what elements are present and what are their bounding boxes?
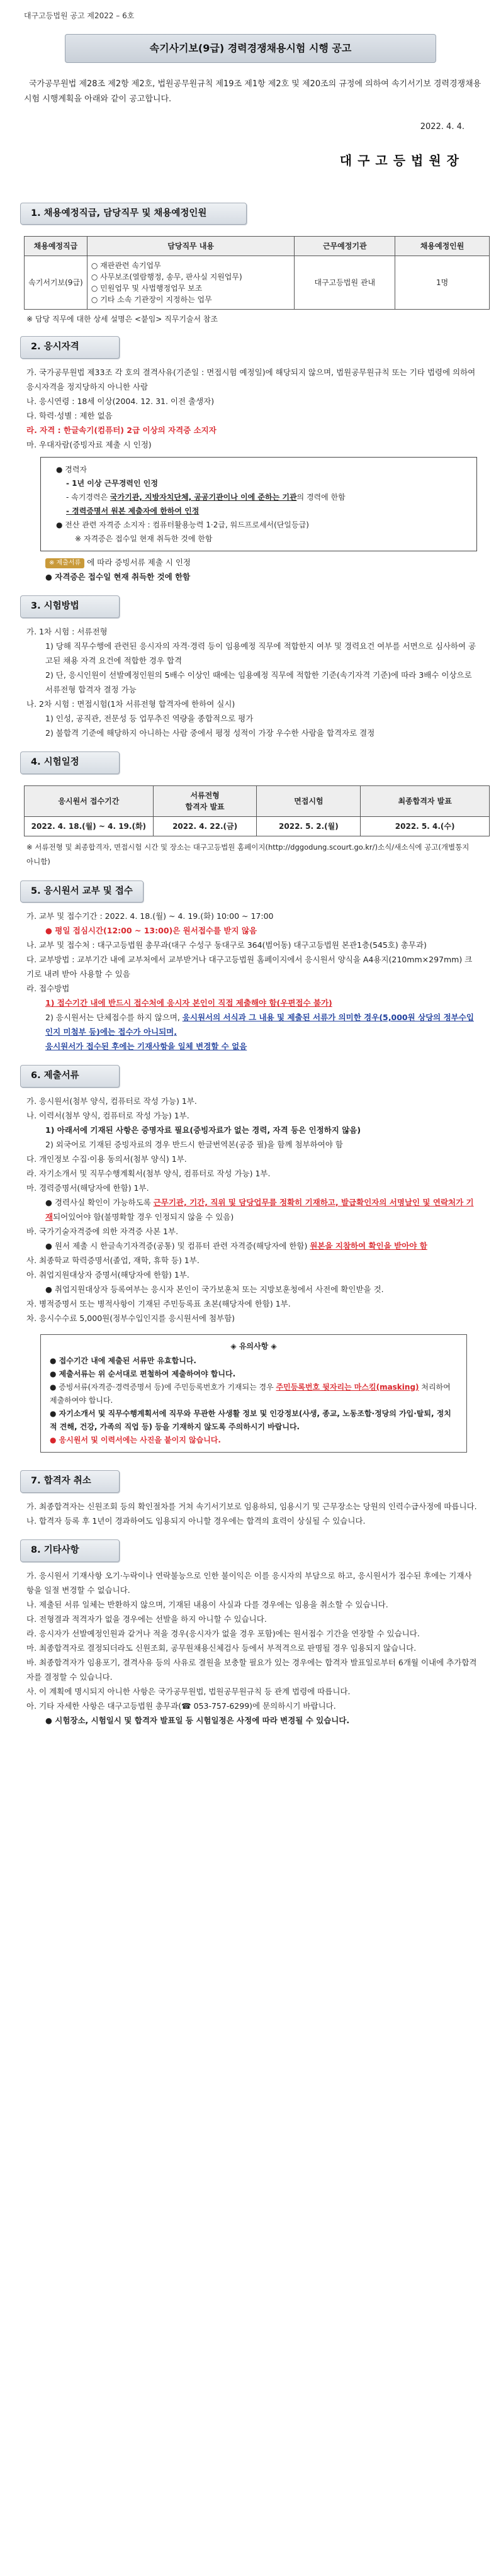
doc-line: 라. 자기소개서 및 직무수행계획서(첨부 양식, 컴퓨터로 작성 가능) 1부. (26, 1169, 271, 1178)
apply-line: 다. 교부방법 : 교부기간 내에 교부처에서 교부받거나 대구고등법원 홈페이지에서 응시원서 양식을 A4용지(210mm×297mm) 크기로 내려 받아 사용할 수 있음 (26, 955, 473, 979)
apply-line: 가. 교부 및 접수기간 : 2022. 4. 18.(월) ~ 4. 19.(화) 10:00 ~ 17:00 (26, 911, 274, 921)
apply-sub-line: 응시원서가 접수된 후에는 기재사항을 일체 변경할 수 없음 (45, 1042, 247, 1052)
apply-warning: ● 평일 접심시간(12:00 ~ 13:00)은 원서접수를 받지 않음 (45, 926, 257, 936)
qual-line: 마. 우대자람(증빙자료 제출 시 인정) (26, 440, 152, 449)
duty-item: ○ 기타 소속 기관장이 지정하는 업무 (91, 295, 212, 305)
schedule-header: 응시원서 접수기간 (25, 785, 154, 816)
caution-item: ● 제출서류는 위 순서대로 편철하여 제출하여야 합니다. (50, 1370, 236, 1378)
section-3-heading: 3. 시험방법 (20, 595, 120, 618)
notice-number: 대구고등법원 공고 제2022 – 6호 (24, 11, 135, 20)
caution-item: ● 응시원서 및 이력서에는 사진을 붙이지 않습니다. (50, 1436, 221, 1444)
cancel-line: 가. 최종합격자는 신원조회 등의 확인절차를 거쳐 속기서기보로 임용하되, 임용시기 및 근무장소는 당원의 인력수급사정에 따릅니다. (26, 1501, 477, 1511)
section-1-heading: 1. 채용예정직급, 담당직무 및 채용예정인원 (20, 203, 247, 225)
method-sub-line: 2) 단, 응시인원이 선발예정인원의 5배수 이상인 때에는 임용예정 직무에 적합한 기준(속기자격 기준)에 따라 3배수 이상으로 서류전형 합격자 결정 가능 (45, 670, 472, 694)
recruitment-table-row (25, 256, 490, 310)
section-4-heading: 4. 시험일정 (20, 751, 120, 774)
cancel-line: 나. 합격자 등록 후 1년이 경과하여도 임용되지 아니할 경우에는 합격의 효력이 상실될 수 있습니다. (26, 1516, 366, 1526)
section-7-heading: 7. 합격자 취소 (20, 1470, 120, 1493)
misc-line: 가. 응시원서 기재사항 오기·누락이나 연락불능으로 인한 불이익은 이를 응시자의 부담으로 하고, 응시원서가 접수된 후에는 기재사항을 일절 변경할 수 없습니다. (26, 1570, 472, 1595)
header-count: 채용예정인원 (395, 237, 490, 256)
doc-line: 다. 개인정보 수집·이용 동의서(첨부 양식) 1부. (26, 1154, 187, 1164)
recruitment-table-header (25, 237, 490, 256)
method-line: 나. 2차 시험 : 면접시험(1차 서류전형 합격자에 한하여 실시) (26, 699, 235, 709)
preference-box: ● 경력자 - 1년 이상 근무경력인 인정 - 속기경력은 국가기관, 지방자치단체, 공공기관이나 이에 준하는 기관의 경력에 한함 - 경력증명서 원본 제출자에 한하여 인정 ● 전산 관련 자격증 소지자 : 컴퓨터활용능력 1·2급, 워드프로세서(단일등급) ※ 자격증은 접수일 현재 취득한 것에 한함 (40, 457, 477, 551)
qual-line: 나. 응시연령 : 18세 이상(2004. 12. 31. 이전 출생자) (26, 397, 215, 406)
duty-item: ○ 사무보조(열람행정, 송무, 판사실 지원업무) (91, 273, 242, 282)
apply-line: 나. 교부 및 접수처 : 대구고등법원 총무과(대구 수성구 동대구로 364(범어동) 대구고등법원 본관1층(545호) 총무과) (26, 940, 427, 950)
doc-line: 나. 이력서(첨부 양식, 컴퓨터로 작성 가능) 1부. (26, 1111, 189, 1120)
schedule-cell: 2022. 5. 2.(월) (257, 816, 361, 836)
doc-line: 사. 최종학교 학력증명서(졸업, 재학, 휴학 등) 1부. (26, 1256, 200, 1265)
method-sub-line: 1) 당해 직무수행에 관련된 응시자의 자격·경력 등이 임용예정 직무에 적합한지 여부 및 경력요건 여부를 서면으로 심사하여 공고된 채용 자격 요건에 적합한 경우 합격 (45, 641, 476, 665)
schedule-header-row (25, 785, 490, 816)
doc-line: 자. 병적증명서 또는 병적사항이 기재된 주민등록표 초본(해당자에 한함) 1부. (26, 1299, 291, 1308)
schedule-table (24, 785, 490, 836)
section-5-heading: 5. 응시원서 교부 및 접수 (20, 880, 144, 903)
doc-line: 가. 응시원서(첨부 양식, 컴퓨터로 작성 가능) 1부. (26, 1096, 197, 1106)
section-6-heading: 6. 제출서류 (20, 1065, 120, 1088)
schedule-note: ※ 서류전형 및 최종합격자, 면접시험 시간 및 장소는 대구고등법원 홈페이지(http://dggodung.scourt.go.kr/)소식/새소식에 공고(개별통지 아니함) (26, 842, 470, 866)
intro-paragraph: 국가공무원법 제28조 제2항 제2호, 법원공무원규칙 제19조 제1항 제2호 및 제20조의 규정에 의하여 속기서기보 경력경쟁채용시험 시행계획을 아래와 같이 공고합니다. (24, 79, 481, 104)
cell-duties (87, 256, 295, 310)
doc-line: 마. 경력증명서(해당자에 한함) 1부. (26, 1183, 149, 1193)
method-line: 가. 1차 시험 : 서류전형 (26, 626, 108, 636)
schedule-cell: 2022. 5. 4.(수) (361, 816, 490, 836)
pref-sub-item: - 경력증명서 원본 제출자에 한하여 인정 (66, 507, 200, 515)
cell-grade: 속기서기보(9급) (25, 256, 87, 310)
doc-sub-line: ● 경력사실 확인이 가능하도록 근무기관, 기간, 직위 및 담당업무를 정확히 기재하고, 발급확인자의 서명날인 및 연락처가 기재되어있어야 함(불명확할 경우 인정되지 않을 수 있음) (45, 1198, 474, 1222)
misc-line: 아. 기타 자세한 사항은 대구고등법원 총무과(☎ 053-757-6299)에 문의하시기 바랍니다. (26, 1701, 336, 1711)
doc-line: 바. 국가기술자격증에 의한 자격증 사본 1부. (26, 1227, 179, 1236)
cell-count: 1명 (395, 256, 490, 310)
schedule-row (25, 816, 490, 836)
schedule-header: 면접시험 (257, 785, 361, 816)
doc-sub-line: ● 원서 제출 시 한글속기자격증(공통) 및 컴퓨터 관련 자격증(해당자에 한함) 원본을 지참하여 확인을 받아야 함 (45, 1241, 427, 1251)
cell-agency: 대구고등법원 관내 (295, 256, 395, 310)
misc-line: 나. 제출된 서류 일체는 반환하지 않으며, 기재된 내용이 사실과 다를 경우에는 임용을 취소할 수 있습니다. (26, 1599, 388, 1609)
section-8-heading: 8. 기타사항 (20, 1539, 120, 1562)
qual-license-line: 라. 자격 : 한글속기(컴퓨터) 2급 이상의 자격증 소지자 (26, 425, 217, 435)
pref-item: 전산 관련 자격증 소지자 : 컴퓨터활용능력 1·2급, 워드프로세서(단일등급) (65, 520, 309, 529)
misc-line: 바. 최종합격자가 임용포기, 결격사유 등의 사유로 결원을 보충할 필요가 있는 경우에는 합격자 발표일로부터 6개월 이내에 추가합격자를 결정할 수 있습니다. (26, 1657, 477, 1682)
pref-note: ※ 자격증은 접수일 현재 취득한 것에 한함 (75, 534, 213, 543)
schedule-header: 최종합격자 발표 (361, 785, 490, 816)
notice-date: 2022. 4. 4. (420, 122, 464, 132)
method-sub-line: 2) 불합격 기준에 해당하지 아니하는 사람 중에서 평정 성적이 가장 우수한 사람을 합격자로 결정 (45, 728, 375, 738)
caution-item: ● 자기소개서 및 직무수행계획서에 직무와 무관한 사생활 정보 및 인강정보(사생, 종교, 노동조합·정당의 가입·탈퇴, 정치적 견해, 건강, 가족의 직업 등) 등을 기재하지 않도록 주의하시기 바랍니다. (50, 1409, 451, 1431)
doc-sub-line: ● 취업지원대상자 등록여부는 응시자 본인이 국가보훈처 또는 지방보훈청에서 사전에 확인받을 것. (45, 1285, 384, 1294)
misc-line: 사. 이 계획에 명시되지 아니한 사항은 국가공무원법, 법원공무원규칙 등 관계 법령에 따릅니다. (26, 1686, 351, 1696)
doc-sub-line: 1) 아래서에 기재된 사항은 증명자료 필요(증빙자료가 없는 경력, 자격 등은 인정하지 않음) (45, 1125, 361, 1135)
caution-title: ◈ 유의사항 ◈ (230, 1342, 277, 1351)
misc-final-note: ● 시험장소, 시험일시 및 합격자 발표일 등 시험일정은 사정에 따라 변경될 수 있습니다. (45, 1715, 350, 1725)
qual-line: 다. 학력·성별 : 제한 없음 (26, 411, 113, 420)
header-grade: 채용예정직급 (25, 237, 87, 256)
schedule-cell: 2022. 4. 22.(금) (153, 816, 257, 836)
pref-sub-item: - 속기경력은 국가기관, 지방자치단체, 공공기관이나 이에 준하는 기관의 경력에 한함 (66, 493, 346, 502)
notice-title: 속기사기보(9급) 경력경쟁채용시험 시행 공고 (65, 34, 436, 63)
issuer-name: 대구고등법원장 (339, 152, 464, 168)
misc-line: 라. 응시자가 선발예정인원과 같거나 적을 경우(응시자가 없을 경우 포함)에는 원서접수 기간을 연장할 수 있습니다. (26, 1628, 420, 1638)
stamp-badge: ※ 제출서류 (45, 558, 84, 568)
section-2-heading: 2. 응시자격 (20, 336, 120, 359)
apply-line: 라. 접수방법 (26, 984, 70, 994)
doc-line: 차. 응시수수료 5,000원(정부수입인지를 응시원서에 첨부함) (26, 1313, 235, 1323)
schedule-header: 서류전형 합격자 발표 (153, 785, 257, 816)
doc-line: 아. 취업지원대상자 증명서(해당자에 한함) 1부. (26, 1270, 189, 1280)
caution-item: ● 접수기간 내에 제출된 서류만 유효합니다. (50, 1356, 196, 1365)
pref-item: 경력자 (65, 465, 87, 474)
method-sub-line: 1) 인성, 공직관, 전문성 등 업무추진 역량을 종합적으로 평가 (45, 713, 254, 723)
apply-sub-line: 2) 응시원서는 단체접수를 하지 않으며, 응시원서의 서식과 그 내용 및 제출된 서류가 의미한 경우(5,000원 상당의 정부수입인지 미첨부 등)에는 접수가 아니되며, (45, 1013, 474, 1037)
caution-box (40, 1334, 467, 1453)
duty-item: ○ 재판관련 속기업무 (91, 261, 161, 271)
qual-line: 가. 국가공무원법 제33조 각 호의 결격사유(기준일 : 면접시험 예정일)에 해당되지 않으며, 법원공무원규칙 또는 기타 법령에 의하여 응시자격을 정지당하지 아니한 사람 (26, 368, 476, 391)
license-note: ● 자격증은 접수일 현재 취득한 것에 한함 (45, 572, 191, 582)
pref-sub-item: - 1년 이상 근무경력인 인정 (66, 479, 158, 488)
caution-item: ● 증빙서류(자격증·경력증명서 등)에 주민등록번호가 기재되는 경우 주민등록번호 뒷자리는 마스킹(masking) 처리하여 제출하여야 합니다. (50, 1383, 451, 1405)
recruitment-table (24, 236, 490, 310)
header-agency: 근무예정기관 (295, 237, 395, 256)
duty-note: ※ 담당 직무에 대한 상세 설명은 <붙임> 직무기술서 참조 (26, 315, 218, 324)
misc-line: 마. 최종합격자로 결정되더라도 신원조회, 공무원채용신체검사 등에서 부적격으로 판명될 경우 임용되지 않습니다. (26, 1643, 417, 1653)
duty-item: ○ 민원업무 및 사법행정업무 보조 (91, 284, 203, 293)
doc-stamp-line: ※ 제출서류 에 따라 증빙서류 제출 시 인정 (45, 555, 477, 570)
apply-sub-line: 1) 접수기간 내에 반드시 접수처에 응시자 본인이 직접 제출해야 함(우편접수 불가) (45, 998, 332, 1008)
misc-line: 다. 전형결과 적격자가 없을 경우에는 선발을 하지 아니할 수 있습니다. (26, 1614, 267, 1624)
schedule-cell: 2022. 4. 18.(월) ~ 4. 19.(화) (25, 816, 154, 836)
header-duties: 담당직무 내용 (87, 237, 295, 256)
doc-sub-line: 2) 외국어로 기재된 증빙자료의 경우 반드시 한글번역본(공증 필)을 함께 첨부하여야 함 (45, 1140, 343, 1149)
